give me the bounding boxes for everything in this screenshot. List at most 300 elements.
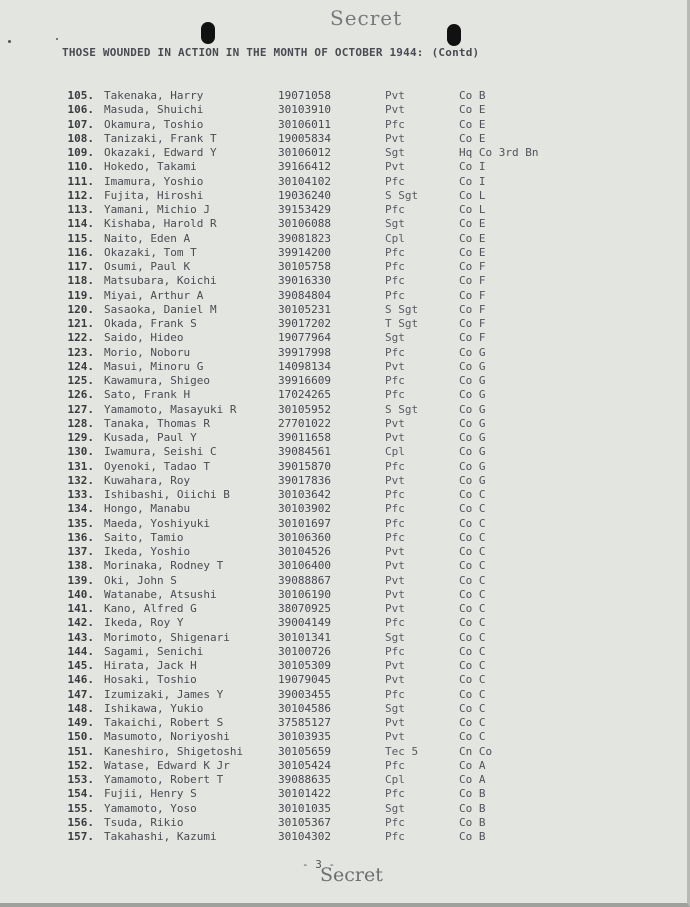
roster-row — [58, 474, 658, 488]
casualty-roster — [58, 89, 658, 844]
entry-number: 131. — [67, 459, 94, 473]
serial-number: 39088635 — [278, 773, 331, 786]
serial-number: 39015870 — [278, 459, 331, 473]
entry-number: 123. — [67, 345, 94, 359]
rank: Pfc — [385, 288, 405, 302]
serial-number: 30106190 — [278, 587, 331, 601]
serial-number: 39003455 — [278, 687, 331, 701]
serial-number: 30106088 — [278, 217, 331, 231]
soldier-name: Morio, Noboru — [104, 345, 191, 359]
rank: Pfc — [385, 245, 405, 259]
rank: Pfc — [385, 815, 405, 829]
punch-hole-right — [447, 24, 461, 46]
soldier-name: Takahashi, Kazumi — [104, 830, 217, 843]
serial-number: 39916609 — [278, 374, 331, 387]
page-number: - 3 - — [302, 858, 336, 871]
unit: Co C — [459, 516, 486, 530]
serial-number: 30101422 — [278, 787, 331, 801]
soldier-name: Tanizaki, Frank T — [104, 131, 217, 145]
soldier-name: Fujii, Henry S — [104, 787, 197, 801]
rank: Pfc — [385, 203, 405, 216]
rank: Pvt — [385, 716, 405, 729]
entry-number: 116. — [67, 245, 94, 259]
serial-number: 30103642 — [278, 488, 331, 501]
entry-number: 110. — [67, 160, 94, 174]
entry-number: 126. — [67, 388, 94, 402]
rank: Pfc — [385, 459, 405, 473]
roster-row — [58, 816, 658, 830]
serial-number: 39004149 — [278, 616, 331, 630]
roster-row — [58, 417, 658, 431]
soldier-name: Hokedo, Takami — [104, 160, 197, 174]
roster-row — [58, 175, 658, 189]
rank: Pfc — [385, 388, 405, 402]
entry-number: 155. — [67, 801, 94, 815]
rank: S Sgt — [385, 402, 419, 416]
rank: S Sgt — [385, 188, 419, 202]
unit: Co F — [459, 288, 486, 302]
entry-number: 115. — [67, 231, 94, 245]
rank: Cpl — [385, 231, 405, 245]
entry-number: 111. — [67, 174, 94, 188]
roster-row — [58, 787, 658, 801]
serial-number: 38070925 — [278, 602, 331, 615]
rank: Sgt — [385, 146, 405, 159]
entry-number: 132. — [67, 473, 94, 487]
heading-continued: (Contd) — [431, 46, 480, 59]
serial-number: 30105659 — [278, 744, 331, 758]
soldier-name: Okazaki, Tom T — [104, 245, 197, 259]
serial-number: 39011658 — [278, 431, 331, 444]
roster-row — [58, 360, 658, 374]
rank: Pvt — [385, 659, 405, 672]
entry-number: 121. — [67, 317, 94, 330]
roster-row — [58, 388, 658, 402]
roster-row — [58, 132, 658, 146]
serial-number: 30104302 — [278, 830, 331, 843]
soldier-name: Watanabe, Atsushi — [104, 587, 217, 601]
rank: Pfc — [385, 830, 405, 843]
serial-number: 30105758 — [278, 260, 331, 273]
serial-number: 30104102 — [278, 174, 331, 188]
rank: Pvt — [385, 573, 405, 587]
rank: Pfc — [385, 488, 405, 501]
unit: Co E — [459, 217, 486, 231]
roster-row — [58, 445, 658, 459]
roster-row — [58, 460, 658, 474]
roster-row — [58, 160, 658, 174]
unit: Co G — [459, 388, 486, 402]
soldier-name: Ishibashi, Oiichi B — [104, 488, 230, 501]
unit: Co G — [459, 359, 486, 373]
rank: Tec 5 — [385, 744, 419, 758]
roster-row — [58, 488, 658, 502]
soldier-name: Okazaki, Edward Y — [104, 146, 217, 159]
roster-row — [58, 203, 658, 217]
entry-number: 134. — [67, 502, 94, 516]
soldier-name: Ishikawa, Yukio — [104, 701, 204, 715]
serial-number: 30105231 — [278, 302, 331, 316]
roster-row — [58, 631, 658, 645]
entry-number: 118. — [67, 274, 94, 288]
unit: Co G — [459, 431, 486, 444]
soldier-name: Okamura, Toshio — [104, 117, 204, 131]
serial-number: 39016330 — [278, 274, 331, 288]
soldier-name: Ikeda, Yoshio — [104, 545, 191, 558]
soldier-name: Masumoto, Noriyoshi — [104, 730, 230, 744]
rank: Pfc — [385, 374, 405, 387]
rank: Pvt — [385, 416, 405, 430]
soldier-name: Yamamoto, Robert T — [104, 773, 224, 786]
unit: Co E — [459, 231, 486, 245]
entry-number: 157. — [67, 830, 94, 843]
secret-stamp-bottom: Secret — [320, 864, 383, 886]
soldier-name: Osumi, Paul K — [104, 260, 191, 273]
ink-speck — [56, 38, 58, 40]
soldier-name: Morinaka, Rodney T — [104, 559, 224, 573]
soldier-name: Sagami, Senichi — [104, 644, 204, 658]
roster-row — [58, 346, 658, 360]
entry-number: 120. — [67, 302, 94, 316]
soldier-name: Okada, Frank S — [104, 317, 197, 330]
serial-number: 39084804 — [278, 288, 331, 302]
soldier-name: Masui, Minoru G — [104, 359, 204, 373]
roster-row — [58, 374, 658, 388]
soldier-name: Kaneshiro, Shigetoshi — [104, 744, 244, 758]
roster-row — [58, 431, 658, 445]
unit: Co B — [459, 89, 486, 102]
roster-row — [58, 189, 658, 203]
unit: Co C — [459, 673, 486, 687]
unit: Co B — [459, 801, 486, 815]
unit: Co C — [459, 701, 486, 715]
serial-number: 39017202 — [278, 317, 331, 330]
roster-row — [58, 802, 658, 816]
roster-row — [58, 773, 658, 787]
unit: Co C — [459, 687, 486, 701]
serial-number: 30106012 — [278, 146, 331, 159]
soldier-name: Matsubara, Koichi — [104, 274, 217, 288]
unit: Co G — [459, 416, 486, 430]
roster-row — [58, 559, 658, 573]
unit: Co B — [459, 830, 486, 843]
entry-number: 143. — [67, 630, 94, 644]
soldier-name: Tsuda, Rikio — [104, 815, 184, 829]
roster-row — [58, 531, 658, 545]
entry-number: 147. — [67, 687, 94, 701]
soldier-name: Hongo, Manabu — [104, 502, 191, 516]
unit: Co G — [459, 445, 486, 459]
entry-number: 125. — [67, 374, 94, 387]
entry-number: 146. — [67, 673, 94, 687]
entry-number: 139. — [67, 573, 94, 587]
rank: Pvt — [385, 131, 405, 145]
soldier-name: Izumizaki, James Y — [104, 687, 224, 701]
rank: Pfc — [385, 117, 405, 131]
soldier-name: Sato, Frank H — [104, 388, 191, 402]
serial-number: 30103910 — [278, 103, 331, 117]
soldier-name: Iwamura, Seishi C — [104, 445, 217, 459]
unit: Co F — [459, 302, 486, 316]
rank: Cpl — [385, 445, 405, 459]
entry-number: 130. — [67, 445, 94, 459]
roster-row — [58, 103, 658, 117]
serial-number: 19036240 — [278, 188, 331, 202]
unit: Co C — [459, 602, 486, 615]
unit: Co C — [459, 616, 486, 630]
serial-number: 39084561 — [278, 445, 331, 459]
unit: Co F — [459, 260, 486, 273]
roster-row — [58, 545, 658, 559]
serial-number: 39917998 — [278, 345, 331, 359]
entry-number: 112. — [67, 188, 94, 202]
unit: Co C — [459, 716, 486, 729]
roster-row — [58, 403, 658, 417]
soldier-name: Yamamoto, Yoso — [104, 801, 197, 815]
roster-row — [58, 716, 658, 730]
entry-number: 127. — [67, 402, 94, 416]
entry-number: 156. — [67, 815, 94, 829]
entry-number: 124. — [67, 359, 94, 373]
unit: Co C — [459, 545, 486, 558]
rank: Pfc — [385, 502, 405, 516]
roster-row — [58, 602, 658, 616]
serial-number: 30104586 — [278, 701, 331, 715]
roster-row — [58, 118, 658, 132]
soldier-name: Takenaka, Harry — [104, 89, 204, 102]
serial-number: 30101341 — [278, 630, 331, 644]
unit: Co G — [459, 345, 486, 359]
serial-number: 39153429 — [278, 203, 331, 216]
serial-number: 30101697 — [278, 516, 331, 530]
rank: Pvt — [385, 602, 405, 615]
serial-number: 19079045 — [278, 673, 331, 687]
unit: Co C — [459, 630, 486, 644]
roster-row — [58, 730, 658, 744]
entry-number: 154. — [67, 787, 94, 801]
soldier-name: Watase, Edward K Jr — [104, 758, 230, 772]
unit: Co E — [459, 131, 486, 145]
entry-number: 148. — [67, 701, 94, 715]
serial-number: 30103935 — [278, 730, 331, 744]
unit: Cn Co — [459, 744, 493, 758]
entry-number: 114. — [67, 217, 94, 231]
soldier-name: Kishaba, Harold R — [104, 217, 217, 231]
secret-stamp-top: Secret — [330, 6, 403, 30]
soldier-name: Oki, John S — [104, 573, 177, 587]
entry-number: 140. — [67, 587, 94, 601]
rank: Pvt — [385, 473, 405, 487]
rank: T Sgt — [385, 317, 419, 330]
serial-number: 19077964 — [278, 331, 331, 345]
unit: Co C — [459, 587, 486, 601]
unit: Co B — [459, 815, 486, 829]
unit: Co C — [459, 644, 486, 658]
entry-number: 105. — [67, 89, 94, 102]
rank: Pvt — [385, 673, 405, 687]
rank: Sgt — [385, 630, 405, 644]
roster-row — [58, 702, 658, 716]
unit: Co E — [459, 117, 486, 131]
entry-number: 109. — [67, 146, 94, 159]
serial-number: 30106011 — [278, 117, 331, 131]
soldier-name: Hosaki, Toshio — [104, 673, 197, 687]
soldier-name: Kawamura, Shigeo — [104, 374, 210, 387]
serial-number: 30103902 — [278, 502, 331, 516]
serial-number: 30105424 — [278, 758, 331, 772]
entry-number: 145. — [67, 659, 94, 672]
entry-number: 129. — [67, 431, 94, 444]
soldier-name: Saito, Tamio — [104, 530, 184, 544]
rank: Pvt — [385, 730, 405, 744]
unit: Co A — [459, 773, 486, 786]
serial-number: 30106360 — [278, 530, 331, 544]
roster-row — [58, 517, 658, 531]
rank: Pvt — [385, 587, 405, 601]
entry-number: 137. — [67, 545, 94, 558]
entry-number: 122. — [67, 331, 94, 345]
roster-row — [58, 303, 658, 317]
serial-number: 17024265 — [278, 388, 331, 402]
unit: Co C — [459, 730, 486, 744]
rank: Pfc — [385, 787, 405, 801]
unit: Co L — [459, 203, 486, 216]
rank: S Sgt — [385, 302, 419, 316]
unit: Co G — [459, 473, 486, 487]
unit: Co C — [459, 502, 486, 516]
serial-number: 19071058 — [278, 89, 331, 102]
rank: Sgt — [385, 331, 405, 345]
rank: Sgt — [385, 701, 405, 715]
unit: Co G — [459, 459, 486, 473]
serial-number: 27701022 — [278, 416, 331, 430]
rank: Cpl — [385, 773, 405, 786]
roster-row — [58, 89, 658, 103]
soldier-name: Maeda, Yoshiyuki — [104, 516, 210, 530]
roster-row — [58, 146, 658, 160]
entry-number: 117. — [67, 260, 94, 273]
unit: Co B — [459, 787, 486, 801]
entry-number: 128. — [67, 416, 94, 430]
soldier-name: Masuda, Shuichi — [104, 103, 204, 117]
entry-number: 133. — [67, 488, 94, 501]
rank: Pvt — [385, 559, 405, 573]
unit: Co E — [459, 245, 486, 259]
unit: Co I — [459, 174, 486, 188]
roster-row — [58, 588, 658, 602]
roster-row — [58, 659, 658, 673]
soldier-name: Tanaka, Thomas R — [104, 416, 210, 430]
soldier-name: Kusada, Paul Y — [104, 431, 197, 444]
entry-number: 136. — [67, 530, 94, 544]
serial-number: 30101035 — [278, 801, 331, 815]
unit: Co F — [459, 331, 486, 345]
roster-row — [58, 260, 658, 274]
rank: Pfc — [385, 530, 405, 544]
rank: Pfc — [385, 616, 405, 630]
unit: Co L — [459, 188, 486, 202]
unit: Co G — [459, 402, 486, 416]
soldier-name: Yamani, Michio J — [104, 203, 210, 216]
unit: Co C — [459, 559, 486, 573]
serial-number: 30100726 — [278, 644, 331, 658]
roster-row — [58, 331, 658, 345]
soldier-name: Oyenoki, Tadao T — [104, 459, 210, 473]
serial-number: 14098134 — [278, 359, 331, 373]
entry-number: 138. — [67, 559, 94, 573]
serial-number: 30106400 — [278, 559, 331, 573]
serial-number: 39166412 — [278, 160, 331, 174]
roster-row — [58, 745, 658, 759]
entry-number: 107. — [67, 117, 94, 131]
rank: Pfc — [385, 260, 405, 273]
soldier-name: Takaichi, Robert S — [104, 716, 224, 729]
unit: Hq Co 3rd Bn — [459, 146, 539, 159]
roster-row — [58, 688, 658, 702]
soldier-name: Yamamoto, Masayuki R — [104, 402, 237, 416]
roster-row — [58, 274, 658, 288]
serial-number: 39017836 — [278, 473, 331, 487]
entry-number: 141. — [67, 602, 94, 615]
unit: Co E — [459, 103, 486, 117]
serial-number: 30105309 — [278, 659, 331, 672]
rank: Pvt — [385, 160, 405, 174]
unit: Co C — [459, 573, 486, 587]
heading-title: THOSE WOUNDED IN ACTION IN THE MONTH OF OCTOBER 1944: — [62, 46, 424, 59]
roster-row — [58, 502, 658, 516]
soldier-name: Sasaoka, Daniel M — [104, 302, 217, 316]
soldier-name: Imamura, Yoshio — [104, 174, 204, 188]
rank: Pfc — [385, 345, 405, 359]
rank: Sgt — [385, 801, 405, 815]
rank: Pvt — [385, 89, 405, 102]
rank: Pfc — [385, 644, 405, 658]
page-heading — [62, 46, 479, 59]
soldier-name: Fujita, Hiroshi — [104, 188, 204, 202]
unit: Co A — [459, 758, 486, 772]
roster-row — [58, 645, 658, 659]
entry-number: 113. — [67, 203, 94, 216]
ink-speck — [8, 40, 11, 43]
roster-row — [58, 830, 658, 844]
serial-number: 30104526 — [278, 545, 331, 558]
rank: Pfc — [385, 516, 405, 530]
roster-row — [58, 217, 658, 231]
entry-number: 106. — [67, 103, 94, 117]
serial-number: 19005834 — [278, 131, 331, 145]
entry-number: 135. — [67, 516, 94, 530]
entry-number: 119. — [67, 288, 94, 302]
unit: Co F — [459, 317, 486, 330]
serial-number: 39914200 — [278, 245, 331, 259]
rank: Pvt — [385, 103, 405, 117]
entry-number: 150. — [67, 730, 94, 744]
roster-row — [58, 759, 658, 773]
serial-number: 30105952 — [278, 402, 331, 416]
entry-number: 108. — [67, 131, 94, 145]
serial-number: 37585127 — [278, 716, 331, 729]
punch-hole-left — [201, 22, 215, 44]
entry-number: 149. — [67, 716, 94, 729]
unit: Co C — [459, 659, 486, 672]
soldier-name: Kano, Alfred G — [104, 602, 197, 615]
rank: Sgt — [385, 217, 405, 231]
unit: Co I — [459, 160, 486, 174]
unit: Co C — [459, 530, 486, 544]
roster-row — [58, 246, 658, 260]
soldier-name: Miyai, Arthur A — [104, 288, 204, 302]
roster-row — [58, 574, 658, 588]
